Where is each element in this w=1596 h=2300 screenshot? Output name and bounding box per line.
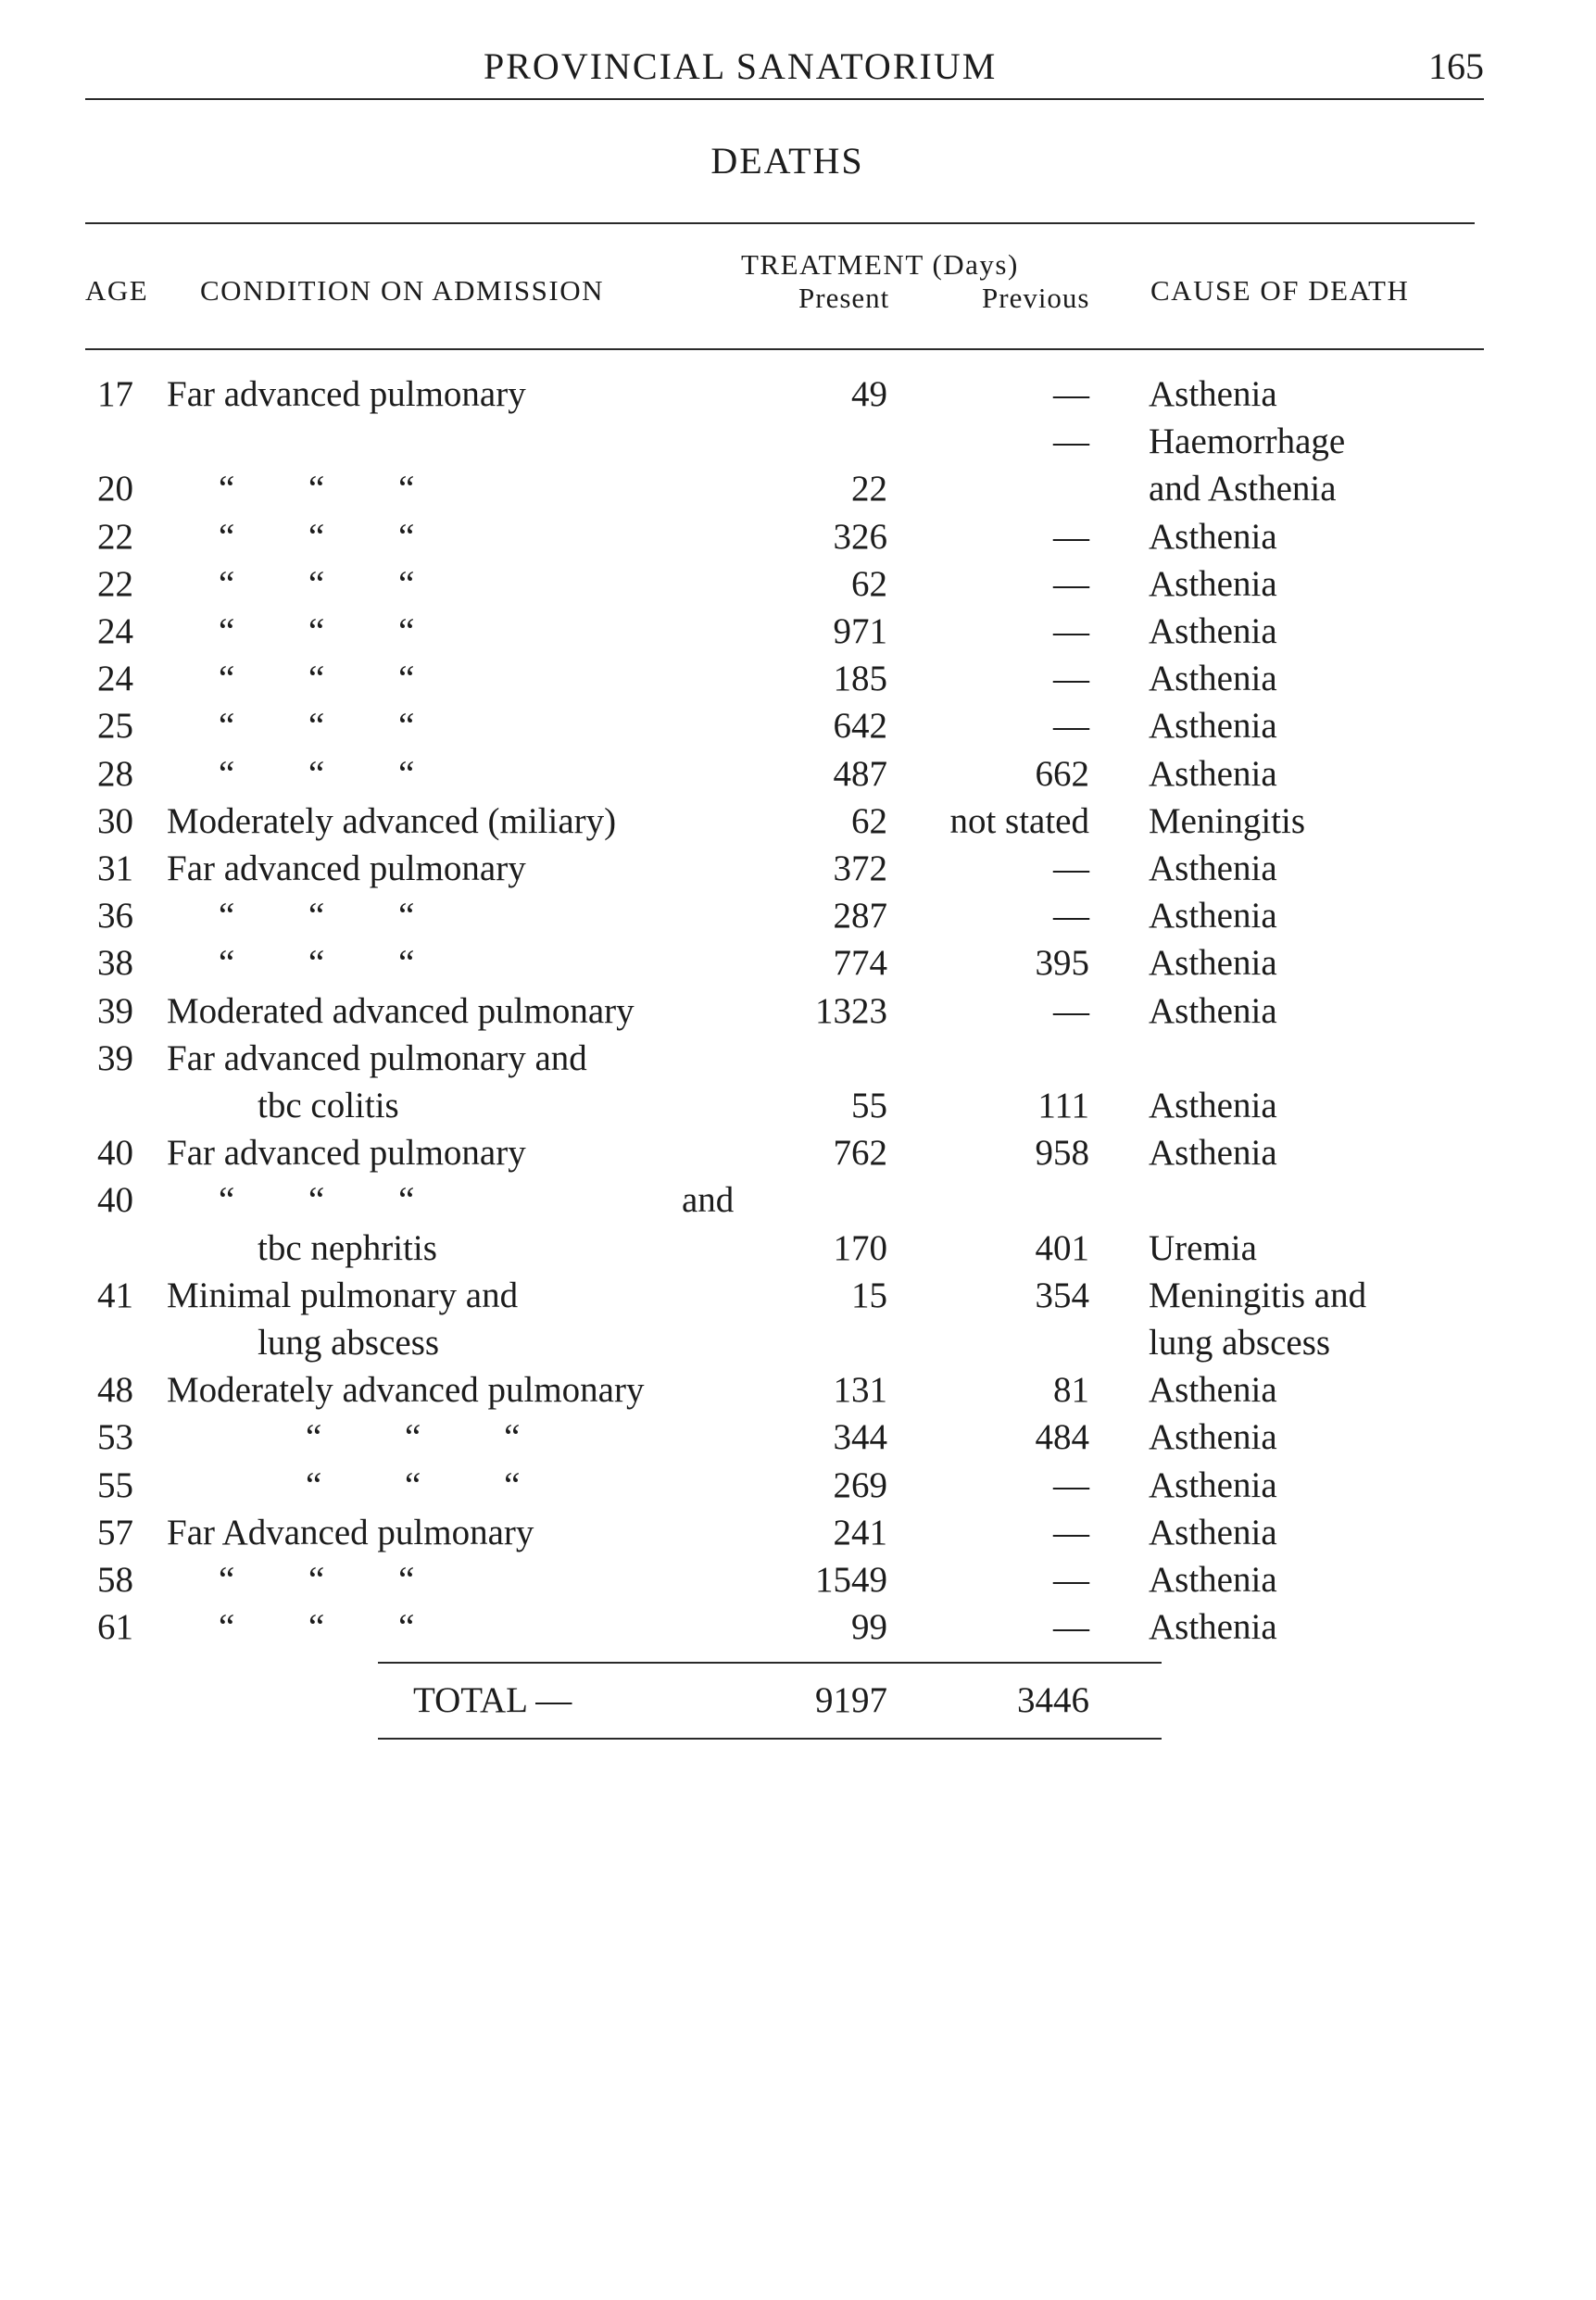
cell-age: 58	[97, 1560, 133, 1600]
cell-present: 344	[833, 1417, 887, 1458]
cell-cause: Asthenia	[1149, 516, 1277, 557]
cell-condition: “ “ “	[219, 516, 415, 557]
cell-previous: —	[1053, 1464, 1089, 1505]
cell-present: 241	[833, 1512, 887, 1552]
cell-previous: —	[1053, 1512, 1089, 1552]
total-present: 9197	[815, 1680, 887, 1720]
cell-previous: 484	[1035, 1417, 1089, 1458]
cell-condition-extra: and	[682, 1180, 735, 1221]
cell-previous: —	[1053, 374, 1089, 414]
cell-previous: —	[1053, 611, 1089, 651]
cell-cause: Asthenia	[1149, 990, 1277, 1031]
cell-present: 15	[851, 1275, 887, 1315]
cell-age: 38	[97, 943, 133, 984]
cell-age: 39	[97, 990, 133, 1031]
cell-previous: —	[1053, 990, 1089, 1031]
cell-age: 36	[97, 896, 133, 936]
cell-previous: —	[1053, 848, 1089, 888]
cell-previous: —	[1053, 1560, 1089, 1600]
cell-condition: “ “ “	[219, 659, 415, 699]
cell-present: 62	[851, 800, 887, 841]
cell-cause: Asthenia	[1149, 1133, 1277, 1174]
cell-previous: 81	[1053, 1370, 1089, 1411]
header-condition: CONDITION ON ADMISSION	[200, 274, 604, 307]
cell-condition: “ “ “	[219, 469, 415, 509]
cell-previous: 958	[1035, 1133, 1089, 1174]
cell-condition: “ “ “	[219, 753, 415, 794]
cell-present: 971	[833, 611, 887, 651]
cell-previous: 111	[1037, 1086, 1089, 1125]
cell-previous: —	[1053, 896, 1089, 936]
cell-cause: Asthenia	[1149, 1560, 1277, 1600]
cell-present: 131	[833, 1370, 887, 1411]
cell-condition: “ “ “	[219, 1180, 415, 1221]
cell-previous: —	[1053, 706, 1089, 747]
cell-previous: —	[1053, 421, 1089, 462]
cell-condition: “ “ “	[219, 611, 415, 651]
cell-cause: Asthenia	[1149, 374, 1277, 414]
cell-condition: Far advanced pulmonary and	[167, 1037, 587, 1078]
cell-condition: Moderately advanced pulmonary	[167, 1370, 645, 1411]
cell-present: 762	[833, 1133, 887, 1174]
cell-present: 62	[851, 563, 887, 604]
cell-cause: lung abscess	[1149, 1323, 1331, 1363]
cell-previous: 401	[1035, 1227, 1089, 1268]
header-rule	[85, 98, 1484, 100]
cell-condition: “ “ “	[219, 706, 415, 747]
total-label: TOTAL —	[413, 1680, 572, 1720]
cell-condition: “ “ “	[306, 1464, 521, 1505]
cell-cause: Haemorrhage	[1149, 421, 1346, 462]
cell-present: 185	[833, 659, 887, 699]
page-number: 165	[1428, 45, 1484, 87]
cell-cause: Asthenia	[1149, 563, 1277, 604]
cell-age: 53	[97, 1417, 133, 1458]
cell-condition: Far Advanced pulmonary	[167, 1512, 534, 1552]
total-top-rule	[378, 1662, 1162, 1664]
cell-cause: Asthenia	[1149, 1607, 1277, 1648]
cell-previous: —	[1053, 1607, 1089, 1648]
cell-cause: Asthenia	[1149, 1370, 1277, 1411]
cell-condition: lung abscess	[258, 1323, 440, 1363]
cell-age: 30	[97, 800, 133, 841]
table-top-rule	[85, 222, 1475, 224]
cell-previous: 354	[1035, 1275, 1089, 1315]
header-previous: Previous	[982, 282, 1090, 314]
cell-cause: Asthenia	[1149, 943, 1277, 984]
cell-previous: —	[1053, 516, 1089, 557]
cell-condition: “ “ “	[219, 1560, 415, 1600]
cell-condition: “ “ “	[219, 1607, 415, 1648]
cell-cause: Uremia	[1149, 1227, 1257, 1268]
cell-present: 49	[851, 374, 887, 414]
cell-age: 24	[97, 611, 133, 651]
header-cause: CAUSE OF DEATH	[1150, 274, 1410, 307]
running-header	[85, 44, 1484, 96]
cell-cause: and Asthenia	[1149, 469, 1337, 509]
cell-age: 17	[97, 374, 133, 414]
cell-cause: Asthenia	[1149, 1464, 1277, 1505]
cell-cause: Asthenia	[1149, 659, 1277, 699]
cell-condition: “ “ “	[219, 943, 415, 984]
cell-present: 55	[851, 1086, 887, 1125]
cell-present: 372	[833, 848, 887, 888]
cell-present: 774	[833, 943, 887, 984]
cell-cause: Asthenia	[1149, 848, 1277, 888]
cell-present: 1323	[815, 990, 887, 1031]
cell-cause: Asthenia	[1149, 1417, 1277, 1458]
cell-condition: “ “ “	[306, 1417, 521, 1458]
cell-condition: tbc nephritis	[258, 1227, 437, 1268]
cell-age: 61	[97, 1607, 133, 1648]
header-bottom-rule	[85, 348, 1484, 350]
cell-present: 487	[833, 753, 887, 794]
header-present: Present	[798, 282, 890, 314]
cell-age: 24	[97, 659, 133, 699]
header-treatment: TREATMENT (Days)	[741, 248, 1019, 281]
cell-present: 1549	[815, 1560, 887, 1600]
cell-condition: Moderated advanced pulmonary	[167, 990, 635, 1031]
cell-present: 99	[851, 1607, 887, 1648]
cell-age: 57	[97, 1512, 133, 1552]
cell-cause: Asthenia	[1149, 611, 1277, 651]
cell-previous: 395	[1035, 943, 1089, 984]
cell-present: 642	[833, 706, 887, 747]
cell-age: 28	[97, 753, 133, 794]
cell-cause: Asthenia	[1149, 753, 1277, 794]
cell-present: 269	[833, 1464, 887, 1505]
cell-cause: Asthenia	[1149, 1086, 1277, 1125]
cell-cause: Asthenia	[1149, 896, 1277, 936]
cell-age: 20	[97, 469, 133, 509]
cell-cause: Asthenia	[1149, 706, 1277, 747]
cell-age: 25	[97, 706, 133, 747]
running-title: PROVINCIAL SANATORIUM	[484, 45, 998, 87]
cell-cause: Meningitis	[1149, 800, 1306, 841]
cell-present: 326	[833, 516, 887, 557]
cell-age: 41	[97, 1275, 133, 1315]
cell-age: 31	[97, 848, 133, 888]
cell-present: 287	[833, 896, 887, 936]
cell-present: 22	[851, 469, 887, 509]
section-title: DEATHS	[710, 140, 864, 182]
header-age: AGE	[85, 274, 149, 307]
cell-age: 40	[97, 1180, 133, 1221]
cell-age: 22	[97, 516, 133, 557]
cell-cause: Meningitis and	[1149, 1275, 1367, 1315]
cell-previous: not stated	[949, 800, 1089, 841]
cell-previous: —	[1053, 563, 1089, 604]
cell-age: 55	[97, 1464, 133, 1505]
cell-condition: “ “ “	[219, 563, 415, 604]
cell-age: 22	[97, 563, 133, 604]
cell-condition: Minimal pulmonary and	[167, 1275, 519, 1315]
cell-previous: 662	[1035, 753, 1089, 794]
cell-cause: Asthenia	[1149, 1512, 1277, 1552]
cell-age: 39	[97, 1037, 133, 1078]
cell-condition: Moderately advanced (miliary)	[167, 800, 617, 841]
cell-previous: —	[1053, 659, 1089, 699]
cell-condition: Far advanced pulmonary	[167, 374, 526, 414]
cell-condition: Far advanced pulmonary	[167, 848, 526, 888]
cell-condition: “ “ “	[219, 896, 415, 936]
total-previous: 3446	[1017, 1680, 1089, 1720]
cell-present: 170	[833, 1227, 887, 1268]
cell-age: 40	[97, 1133, 133, 1174]
total-bottom-rule	[378, 1738, 1162, 1740]
cell-condition: tbc colitis	[258, 1086, 399, 1125]
cell-age: 48	[97, 1370, 133, 1411]
cell-condition: Far advanced pulmonary	[167, 1133, 526, 1174]
